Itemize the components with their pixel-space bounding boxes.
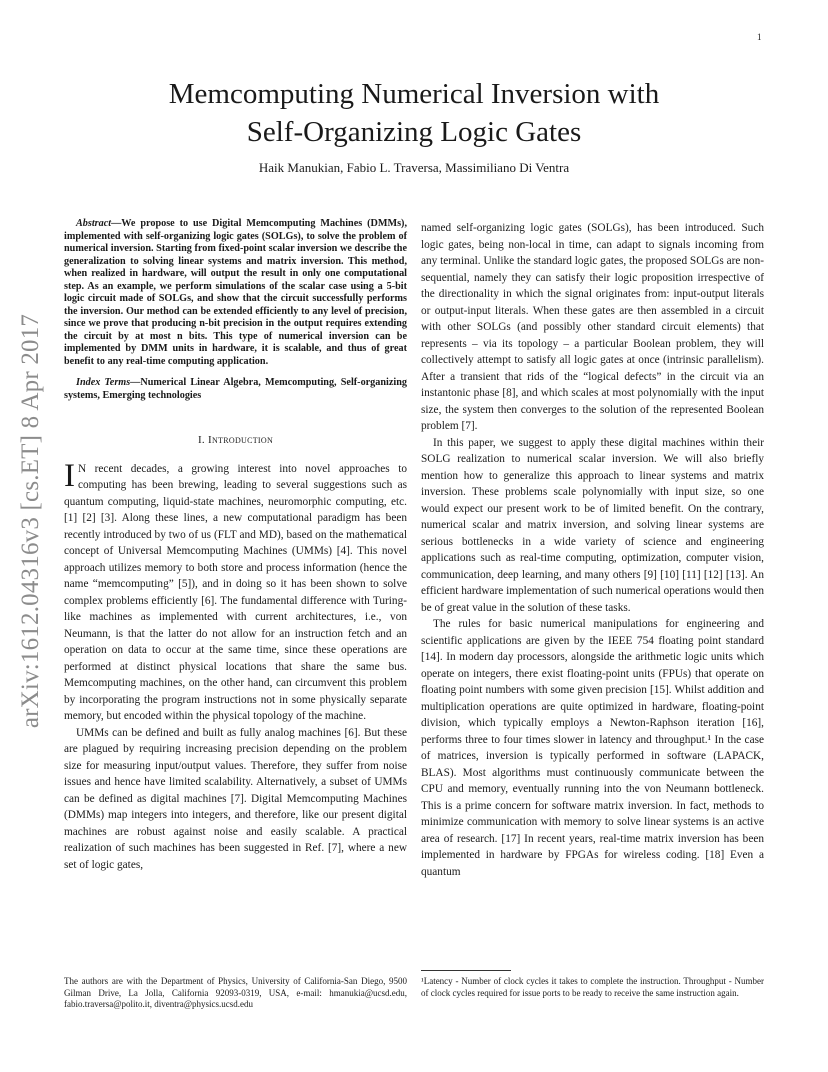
intro-paragraph-2: UMMs can be defined and built as fully analog machines [6]. But these are plagued by requiring increasing precision depending on the problem size for measuring input/output values. Therefore, they suffer from noise issues and hence have limited scalability. Alternatively, a subset of UMMs can be defined as digital machines [7]. Digital Memcomputing Machines (DMMs) map integers into integers, and therefore, like our present digital machines are robust against noise and easily scalable. A practical realization of such machines has been suggested in Ref. [7], where a new set of logic gates, <box>64 726 407 871</box>
abstract-label: Abstract <box>76 218 112 229</box>
abstract <box>64 218 407 368</box>
author-list: Haik Manukian, Fabio L. Traversa, Massimiliano Di Ventra <box>258 160 570 175</box>
index-terms-label: Index Terms <box>76 377 131 388</box>
drop-cap: I <box>64 457 75 494</box>
left-column <box>64 218 407 873</box>
right-paragraph-3: The rules for basic numerical manipulations for engineering and scientific applications are given by the IEEE 754 floating point standard [14]. In modern day processors, alongside the arithmetic logic units which operate on integers, there exist floating-point units (FPUs) that operate on floating point numbers with some given precision [15]. Whilst addition and multiplication operations are quite optimized in hardware, floating-point division, which typically employs a Newton-Raphson iteration [16], performs three to four times slower in latency and throughput.¹ In the case of matrices, inversion is typically performed in software (LAPACK, BLAS). Most algorithms must continuously communicate between the CPU and memory, eventually running into the von Neumann bottleneck. This is a prime concern for software matrix inversion. In fact, methods to minimize communication with memory to solve linear systems is an active area of research. [17] In recent years, real-time matrix inversion has been implemented in hardware by FPGAs for wireless coding. [18] Even a quantum <box>421 618 764 878</box>
abstract-text: —We propose to use Digital Memcomputing Machines (DMMs), implemented with self-organizing logic gates (SOLGs), to solve the problem of numerical inversion. Starting from fixed-point scalar inversion we describe the generalization to solving linear systems and matrix inversion. This method, when realized in hardware, will output the result in only one computational step. As an example, we perform simulations of the scalar case using a 5-bit logic circuit made of SOLGs, and show that the circuit successfully performs the inversion. Our method can be extended efficiently to any level of precision, since we prove that producing n-bit precision in the output requires extending the circuit by at most n bits. This type of numerical inversion can be implemented by DMM units in hardware, it is scalable, and thus of great benefit to any real-time computing application. <box>64 218 407 367</box>
index-terms <box>64 377 407 402</box>
intro-paragraph-1 <box>64 457 407 725</box>
author-affiliation-footnote: The authors are with the Department of Physics, University of California-San Diego, 9500 Gilman Drive, La Jolla, California 92093-0319, USA, e-mail: hmanukia@ucsd.edu, fabio.traversa@polito.it, diventra@physics.ucsd.edu <box>64 976 407 1009</box>
paper-title <box>80 75 748 151</box>
title-line-1: Memcomputing Numerical Inversion with <box>168 78 660 110</box>
intro-paragraph-1-text: N recent decades, a growing interest into novel approaches to computing has been brewing, leading to several suggestions such as quantum computing, liquid-state machines, neuromorphic computing, etc. [1] [2] [3]. Along these lines, a new computational paradigm has been recently introduced by two of us (FLT and MD), based on the mathematical concept of Universal Memcomputing Machines (UMMs) [4]. This novel approach utilizes memory to both store and process information (hence the name “memcomputing” [5]), and in doing so it has been shown to solve complex problems efficiently [6]. The fundamental difference with Turing-like machines as implemented with current architectures, i.e., von Neumann, is that the latter do not allow for an instruction fetch and an operation on data to occur at the same time, since these operations are performed at distinct physical locations that share the same bus. Memcomputing machines, on the other hand, can circumvent this problem by incorporating the program instructions not in some physically separate memory, but encoded within the physical topology of the machine. <box>64 462 407 722</box>
index-terms-text: —Numerical Linear Algebra, Memcomputing, Self-organizing systems, Emerging technologies <box>64 377 407 401</box>
title-line-2: Self-Organizing Logic Gates <box>246 116 582 148</box>
section-heading-introduction: I. Introduction <box>197 434 274 446</box>
page-number: 1 <box>757 32 762 42</box>
right-paragraph-2: In this paper, we suggest to apply these digital machines within their SOLG realization to numerical scalar inversion. We will also briefly mention how to generalize this approach to linear systems and matrix inversion. These problems scale polynomially with input size, so one would expect our present work to be of limited benefit. On the contrary, numerical scalar and matrix inversion, and solving linear systems are serious bottlenecks in a wide variety of science and engineering applications such as real-time computing, optimization, computer vision, communication, deep learning, and many others [9] [10] [11] [12] [13]. An efficient hardware implementation of such numerical operations would then be of great value in the solution of these tasks. <box>421 436 764 614</box>
right-column <box>421 220 764 880</box>
arxiv-identifier-stamp: arXiv:1612.04316v3 [cs.ET] 8 Apr 2017 <box>17 313 44 729</box>
right-paragraph-1: named self-organizing logic gates (SOLGs), has been introduced. Such logic gates, being non-local in time, can adapt to signals incoming from any terminal. Unlike the standard logic gates, the proposed SOLGs are non-sequential, namely they can satisfy their logic proposition irrespective of the directionality in which the signal originates from: input-output literals or output-input literals. When these gates are then assembled in a circuit with other SOLGs (and possibly other standard circuit elements) that represents – via its topology – a particular Boolean problem, they will collectively attempt to satisfy all logic gates at once (intrinsic parallelism). After a transient that rids of the “logical defects” in the circuit via an instantonic phase [8], and which scales at most polynomially with the input size, the system then converges to the solution of the represented Boolean problem [7]. <box>421 222 764 432</box>
latency-footnote: ¹Latency - Number of clock cycles it takes to complete the instruction. Throughput - Number of clock cycles required for issue ports to be ready to receive the same instruction again. <box>421 976 764 998</box>
footnote-rule <box>421 970 511 971</box>
